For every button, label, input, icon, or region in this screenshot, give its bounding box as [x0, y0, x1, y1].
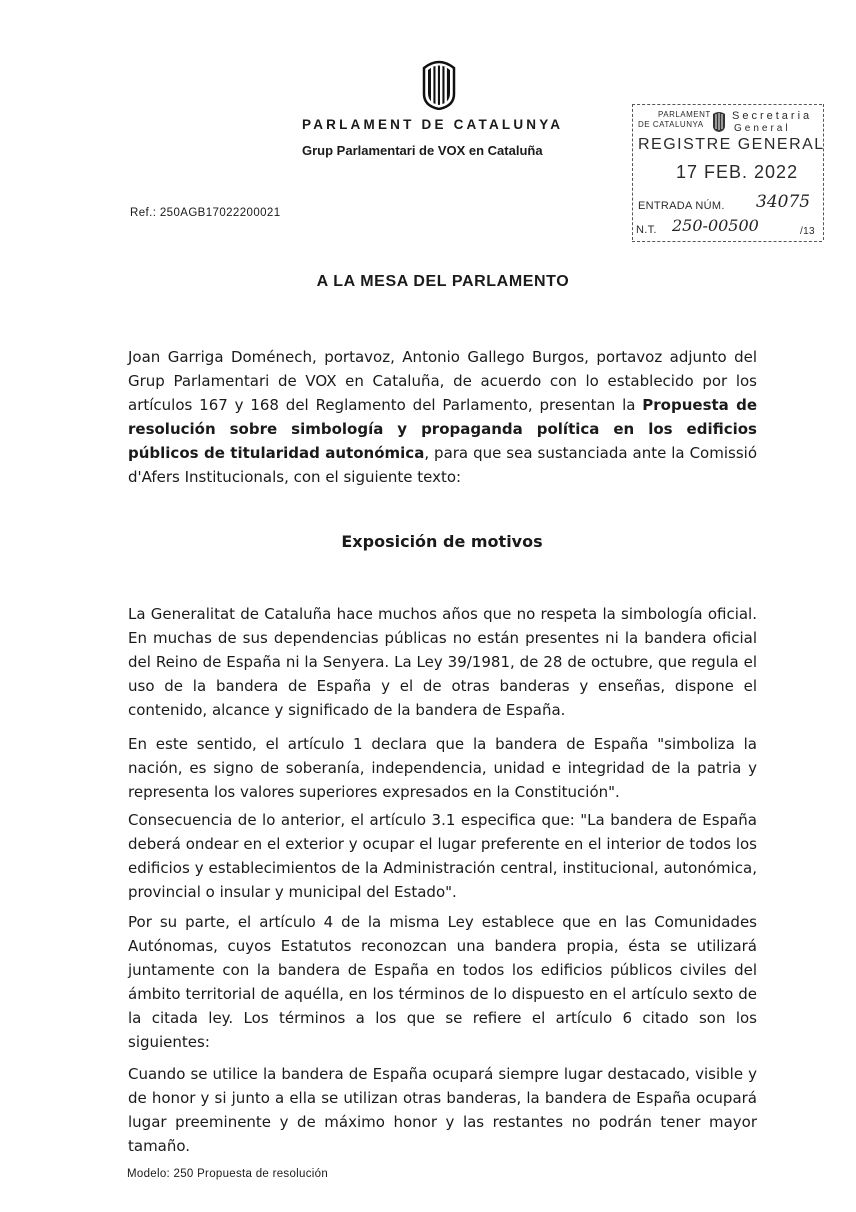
- stamp-catalunya-label: DE CATALUNYA: [638, 120, 704, 129]
- body-paragraph-3: Consecuencia de lo anterior, el artículo 3.1 especifica que: "La bandera de España deberá ondear en el exterior y ocupar el lugar preferente en el interior de todos los edificios y establecimientos de la Administración central, institucional, autonómica, provincial o insular y municipal del Estado".: [128, 811, 757, 901]
- section-heading: Exposición de motivos: [341, 532, 543, 551]
- body-paragraph-2: En este sentido, el artículo 1 declara que la bandera de España "simboliza la nación, es signo de soberanía, independencia, unidad e integridad de la patria y representa los valores superiores expresados en la Constitución".: [128, 735, 757, 801]
- body-paragraph-1: La Generalitat de Cataluña hace muchos años que no respeta la simbología oficial. En muchas de sus dependencias públicas no están presentes ni la bandera oficial del Reino de España ni la Senyera. La Ley 39/1981, de 28 de octubre, que regula el uso de la bandera de España y el de otras banderas y enseñas, dispone el contenido, alcance y significado de la bandera de España.: [128, 605, 757, 719]
- stamp-nt-suffix: /13: [800, 226, 815, 237]
- intro-paragraph: [128, 345, 757, 489]
- body-paragraph-4: Por su parte, el artículo 4 de la misma Ley establece que en las Comunidades Autónomas, cuyos Estatutos reconozcan una bandera propia, ésta se utilizará juntamente con la bandera de España en todos los edificios públicos civiles del ámbito territorial de aquélla, en los términos de lo dispuesto en el artículo sexto de la citada ley. Los términos a los que se refiere el artículo 6 citado son los siguientes:: [128, 913, 757, 1051]
- parliament-name: PARLAMENT DE CATALUNYA: [302, 117, 564, 132]
- intro-text-2: , para que sea sustanciada ante la Comissió d'Afers Institucionals, con el siguiente texto:: [128, 444, 757, 486]
- body-paragraph-5: Cuando se utilice la bandera de España ocupará siempre lugar destacado, visible y de honor y si junto a ella se utilizan otras banderas, la bandera de España ocupará lugar preeminente y de máximo honor y las restantes no podrán tener mayor tamaño.: [128, 1065, 757, 1155]
- intro-text-1: Joan Garriga Doménech, portavoz, Antonio Gallego Burgos, portavoz adjunto del Grup Parlamentari de VOX en Cataluña, de acuerdo con lo establecido por los artículos 167 y 168 del Reglamento del Parlamento, presentan la: [128, 348, 757, 414]
- addressee-title: A LA MESA DEL PARLAMENTO: [316, 273, 570, 290]
- stamp-secretaria-label: Secretaria: [732, 110, 813, 122]
- stamp-parlament-label: PARLAMENT: [658, 110, 711, 119]
- stamp-general-label: General: [734, 123, 791, 134]
- stamp-nt-number: 250-00500: [672, 216, 759, 235]
- stamp-seal-icon: [712, 110, 726, 132]
- stamp-registre-label: REGISTRE GENERAL: [638, 136, 825, 153]
- stamp-date: 17 FEB. 2022: [676, 162, 799, 182]
- parliament-seal-icon: [421, 58, 457, 110]
- footer-model: Modelo: 250 Propuesta de resolución: [127, 1168, 329, 1180]
- parliamentary-group-name: Grup Parlamentari de VOX en Cataluña: [302, 143, 543, 158]
- stamp-nt-label: N.T.: [636, 224, 657, 236]
- document-reference: Ref.: 250AGB17022200021: [130, 207, 281, 219]
- stamp-entrada-number: 34075: [756, 192, 811, 212]
- proposal-title: Propuesta de resolución sobre simbología y propaganda política en los edificios públicos de titularidad autonómica: [128, 396, 757, 462]
- stamp-entrada-label: ENTRADA NÚM.: [638, 200, 725, 212]
- registry-stamp: [628, 104, 826, 244]
